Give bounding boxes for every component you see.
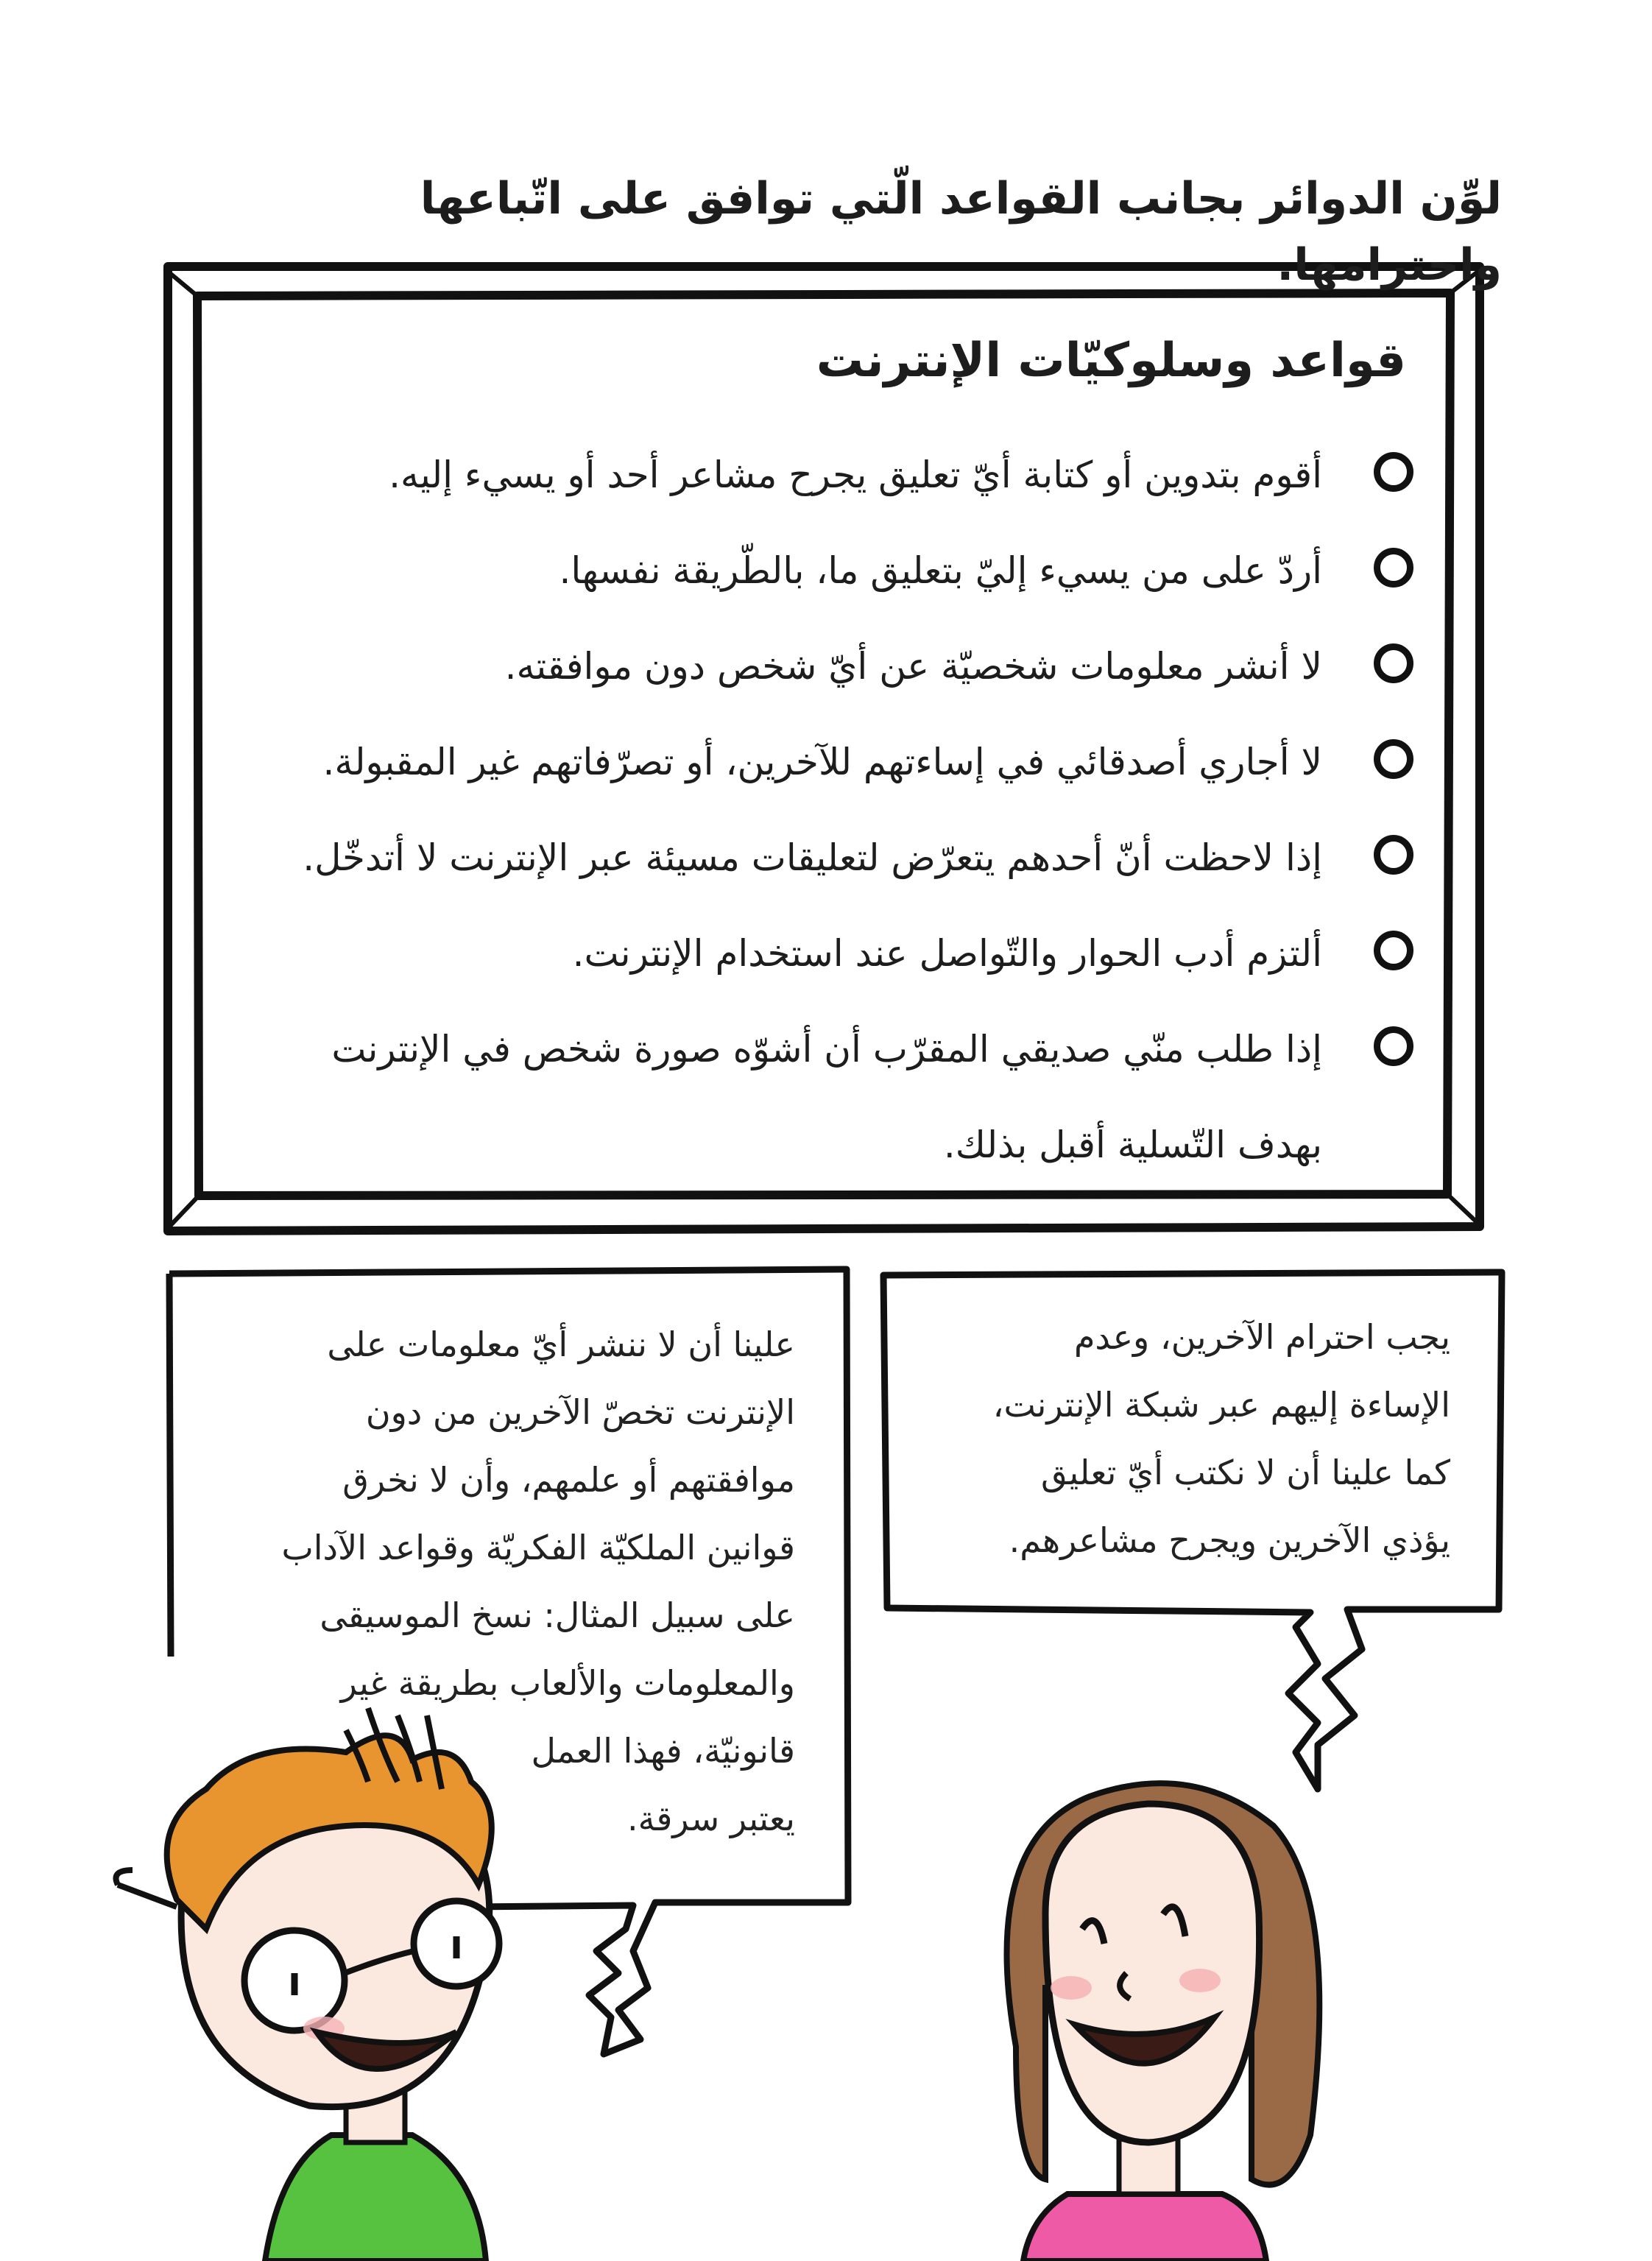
rule-text: إذا طلب منّي صديقي المقرّب أن أشوّه صورة شخص في الإنترنت بهدف التّسلية أقبل بذلك. xyxy=(331,1028,1322,1166)
bubble-right-text xyxy=(935,1303,1450,1574)
bubble-left-text xyxy=(221,1311,795,1852)
bubble-line: على سبيل المثال: نسخ الموسيقى xyxy=(320,1595,795,1635)
bubble-line: يعتبر سرقة. xyxy=(627,1799,795,1838)
bubble-line: قانونيّة، فهذا العمل xyxy=(531,1731,795,1771)
bubble-line: قوانين الملكيّة الفكريّة وقواعد الآداب xyxy=(281,1528,795,1567)
girl-character xyxy=(1007,1783,1320,2261)
bubble-line: يؤذي الآخرين ويجرح مشاعرهم. xyxy=(1009,1520,1450,1560)
bubble-line: كما علينا أن لا نكتب أيّ تعليق xyxy=(1041,1453,1450,1492)
rule-text: إذا لاحظت أنّ أحدهم يتعرّض لتعليقات مسيئة عبر الإنترنت لا أتدخّل. xyxy=(303,836,1322,879)
rule-text: ألتزم أدب الحوار والتّواصل عند استخدام الإنترنت. xyxy=(572,932,1322,975)
bubble-line: الإنترنت تخصّ الآخرين من دون xyxy=(365,1392,795,1432)
bubble-line: موافقتهم أو علمهم، وأن لا نخرق xyxy=(342,1460,795,1500)
rule-text: لا أنشر معلومات شخصيّة عن أيّ شخص دون موافقته. xyxy=(504,645,1322,688)
bubble-line: والمعلومات والألعاب بطريقة غير xyxy=(340,1663,795,1703)
rules-box-title: قواعد وسلوكيّات الإنترنت xyxy=(816,334,1406,388)
bubble-line: علينا أن لا ننشر أيّ معلومات على xyxy=(327,1324,795,1364)
rule-text: لا أجاري أصدقائي في إساءتهم للآخرين، أو تصرّفاتهم غير المقبولة. xyxy=(322,741,1322,783)
bubble-line: الإساءة إليهم عبر شبكة الإنترنت، xyxy=(992,1385,1450,1425)
bubble-line: يجب احترام الآخرين، وعدم xyxy=(1073,1317,1450,1357)
rule-text: أردّ على من يسيء إليّ بتعليق ما، بالطّريقة نفسها. xyxy=(559,549,1322,592)
instruction-heading: لوِّن الدوائر بجانب القواعد الّتي توافق على اتّباعها واحترامها. xyxy=(420,173,1502,291)
rule-text: أقوم بتدوين أو كتابة أيّ تعليق يجرح مشاعر أحد أو يسيء إليه. xyxy=(389,454,1322,496)
